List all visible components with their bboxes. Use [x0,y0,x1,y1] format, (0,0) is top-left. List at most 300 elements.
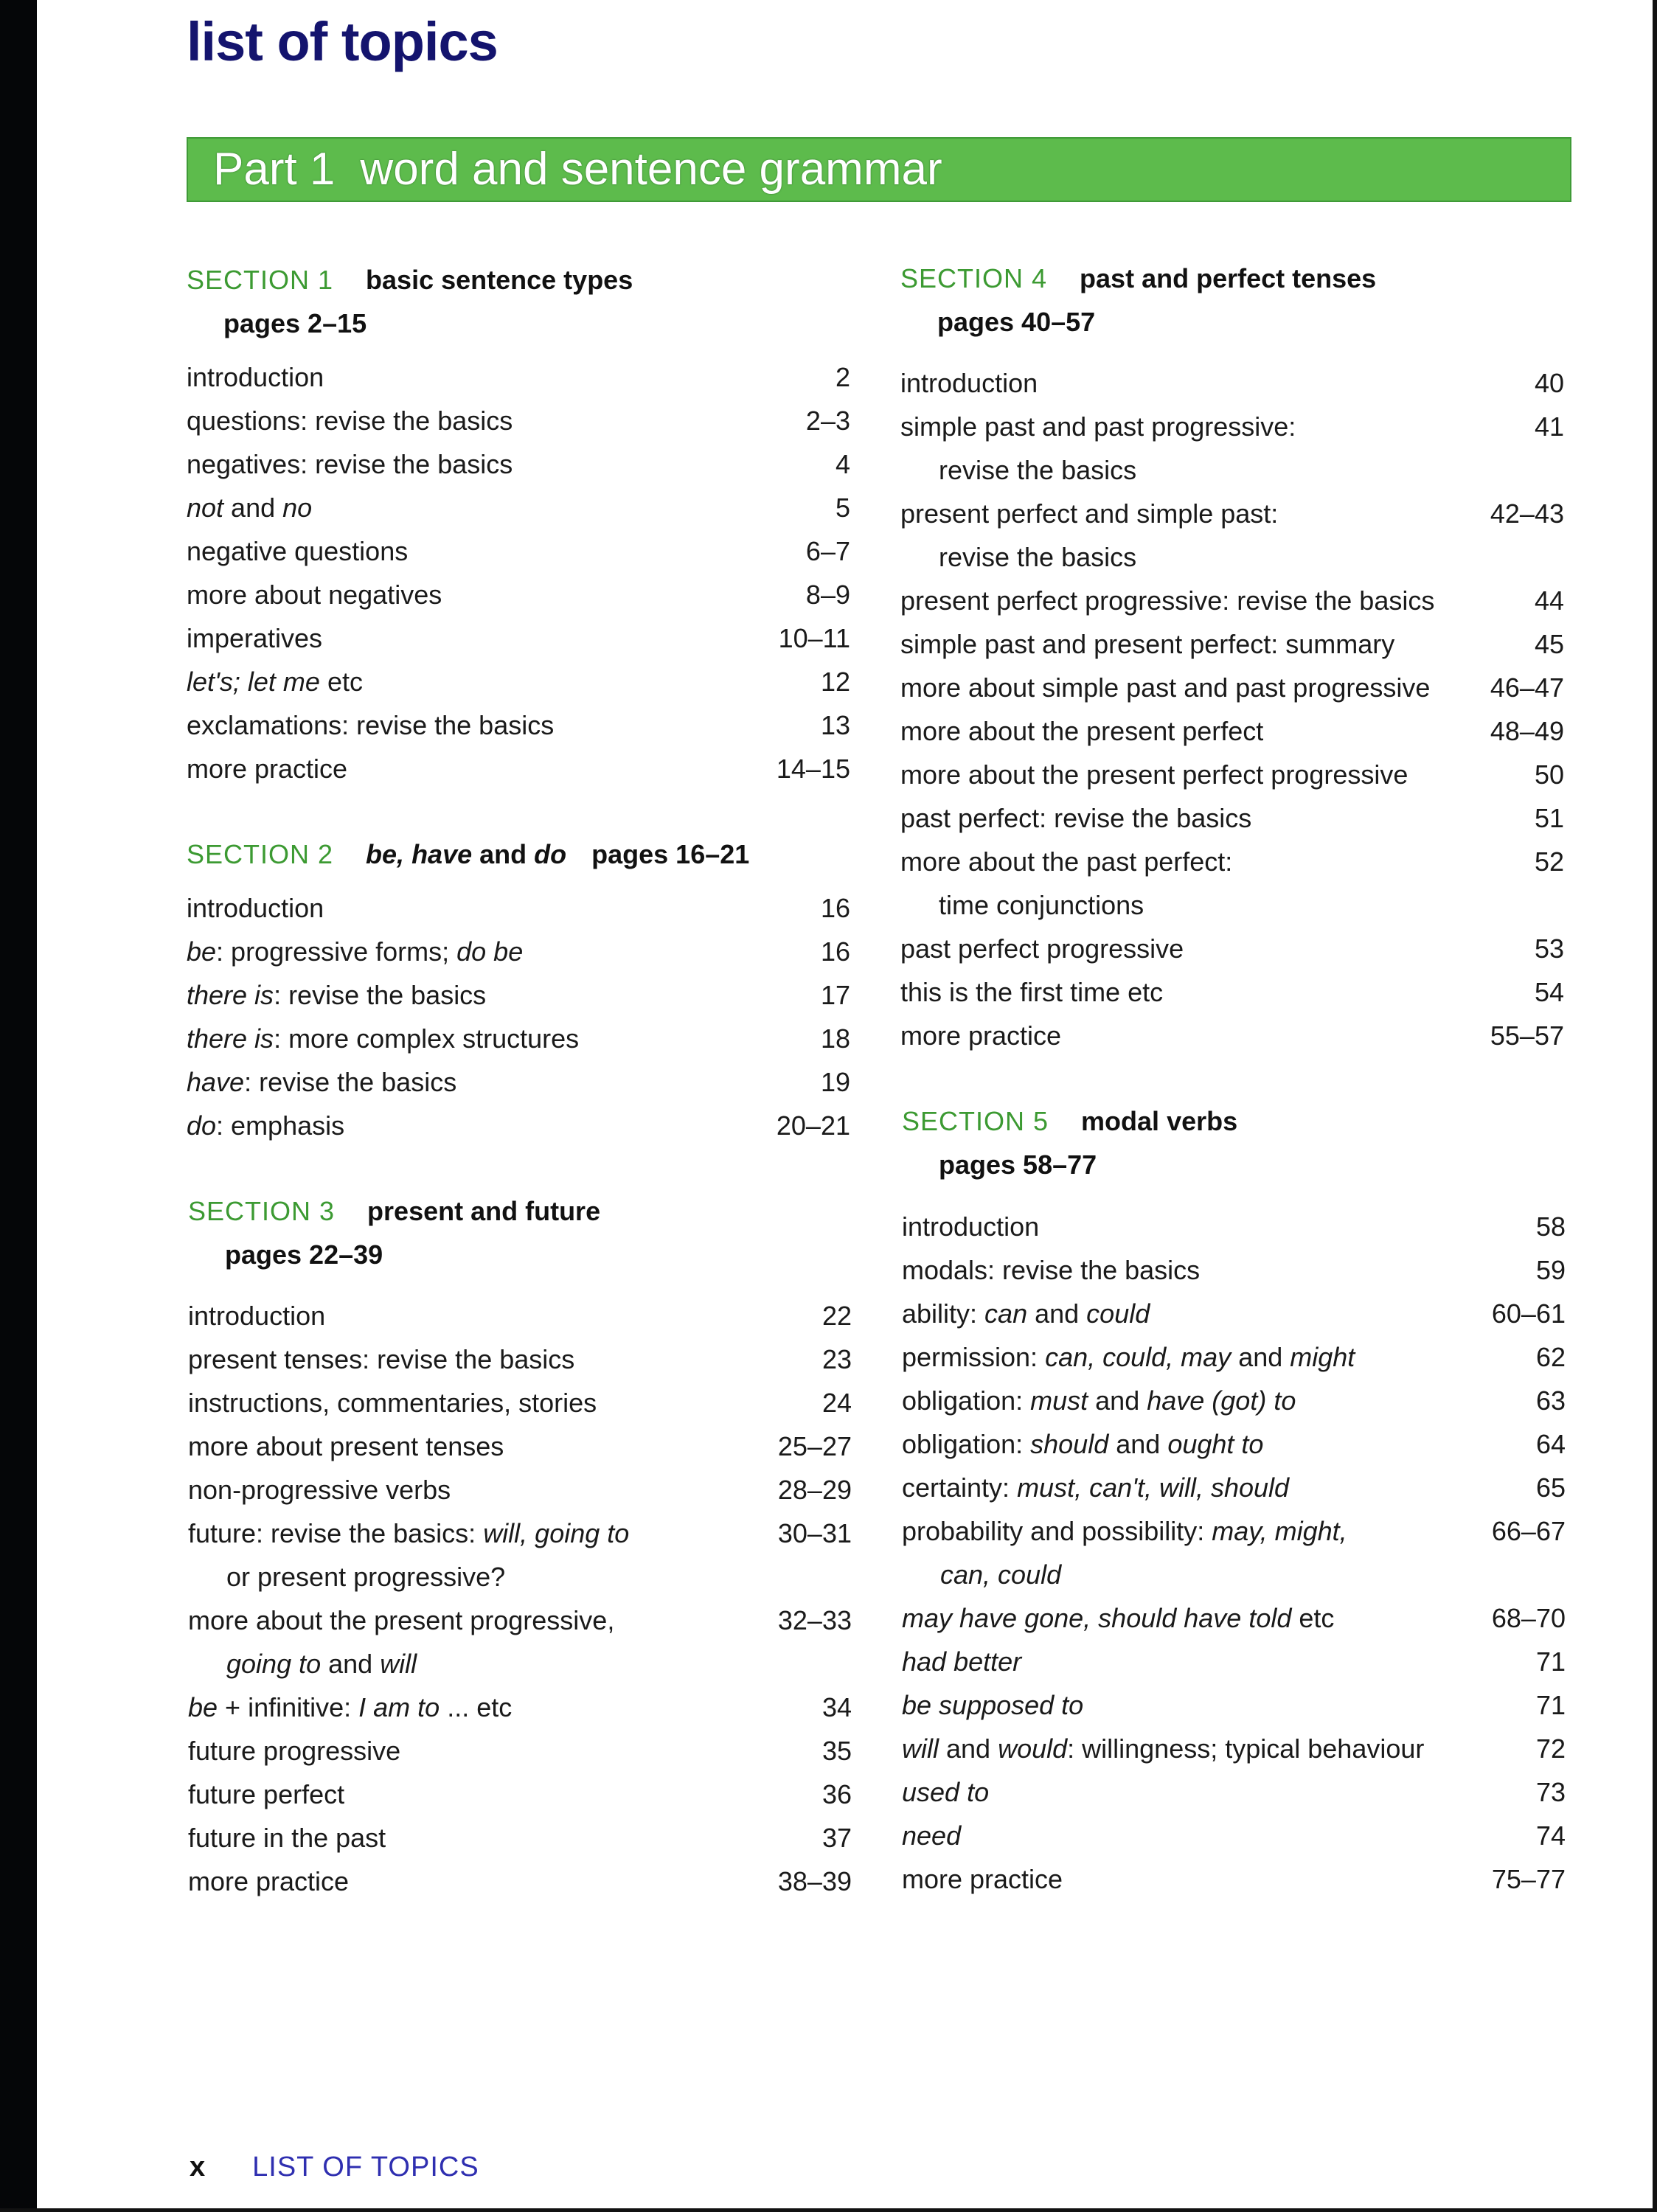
topic-entry [902,1422,1566,1466]
topic-page-number: 30–31 [777,1518,852,1548]
topic-entry [902,1248,1566,1292]
topic-entry [187,930,850,973]
topic-entry [902,1466,1566,1509]
topic-text [939,890,1144,920]
topic-text-part: and [1231,1342,1290,1372]
topic-entry [900,927,1564,970]
topic-text-part: do be [456,936,524,967]
topic-text-part: more about the past perfect: [900,846,1233,877]
topic-entry [188,1512,852,1555]
topic-text-part: : progressive forms; [216,936,457,967]
topic-list [902,1205,1566,1901]
topic-page-number: 38–39 [777,1866,852,1896]
topic-text-part: simple past and present perfect: summary [900,629,1395,659]
topic-text-part: : emphasis [216,1110,345,1141]
topic-text [226,1649,417,1679]
footer-page-number: x [190,2152,206,2183]
topic-text-part: more practice [900,1020,1062,1051]
section-header [188,1189,852,1276]
topic-page-number: 73 [1535,1777,1566,1807]
topic-entry [902,1640,1566,1683]
topic-list [900,361,1564,1057]
topic-entry [187,747,850,790]
topic-text [902,1777,989,1807]
topic-text [902,1646,1021,1677]
topic-text-part: should [1030,1429,1109,1459]
topic-entry [900,709,1564,753]
topic-text [188,1431,504,1461]
section-page-range: pages 40–57 [937,307,1096,337]
topic-page-number: 42–43 [1490,498,1564,529]
topic-text-part: may, might, [1212,1516,1347,1546]
topic-text-part: obligation: [902,1385,1031,1416]
topic-text [187,580,442,610]
section-title-part: basic sentence types [366,265,633,295]
section-label: SECTION 5 [902,1106,1049,1136]
topic-text-part: past perfect progressive [900,933,1184,964]
topic-entry [187,399,850,442]
topic-text-part: future progressive [188,1736,401,1766]
topic-text [902,1298,1150,1329]
section-title [1080,263,1376,293]
topic-entry [900,753,1564,796]
topic-text-part: imperatives [187,623,323,653]
topic-page-number: 16 [820,893,850,923]
topic-continuation [900,448,1564,492]
topic-page-number: 10–11 [778,623,850,653]
topic-text [187,1067,456,1097]
topic-text-part: probability and possibility: [902,1516,1212,1546]
topic-text [188,1605,614,1635]
topic-text-part: and [321,1649,381,1679]
scan-border-left [0,0,37,2212]
section-title-part: be, have [366,839,473,869]
topic-text-part: etc [1291,1603,1335,1633]
topic-text [187,1023,579,1054]
topic-page-number: 72 [1535,1733,1566,1764]
topic-entry [188,1729,852,1773]
topic-page-number: 44 [1534,585,1564,616]
toc-section [188,1189,852,1896]
topic-text [902,1864,1063,1894]
topic-text-part: etc [319,667,363,697]
topic-continuation [900,883,1564,927]
topic-text-part: : revise the basics [244,1067,457,1097]
topic-page-number: 36 [821,1779,852,1809]
topic-list [187,886,850,1147]
topic-text [902,1690,1083,1720]
topic-entry [188,1468,852,1512]
topic-entry [902,1857,1566,1901]
topic-entry [188,1294,852,1338]
topic-text-part: time conjunctions [939,890,1144,920]
topic-page-number: 13 [820,710,850,740]
topic-text [187,362,324,392]
topic-page-number: 37 [821,1823,852,1853]
topic-text [900,977,1163,1007]
topic-text-part: more practice [188,1866,350,1896]
topic-text-part: or present progressive? [226,1562,506,1592]
topic-text-part: I am to [358,1692,440,1722]
topic-text [188,1866,349,1896]
topic-text-part: and [1088,1385,1147,1416]
section-title [366,265,633,295]
topic-entry [188,1773,852,1816]
topic-page-number: 2–3 [805,406,850,436]
topic-text-part: : willingness; typical behaviour [1067,1733,1425,1764]
topic-page-number: 53 [1534,933,1564,964]
topic-entry [902,1292,1566,1335]
topic-text-part: more about the present perfect [900,716,1264,746]
topic-text-part: introduction [187,362,324,392]
topic-page-number: 19 [820,1067,850,1097]
topic-text [188,1736,400,1766]
topic-text-part: this is the first time etc [900,977,1164,1007]
topic-entry [188,1338,852,1381]
topic-text [902,1429,1263,1459]
topic-entry [900,796,1564,840]
topic-text-part: permission: [902,1342,1046,1372]
topic-text [900,803,1251,833]
topic-text-part: used to [902,1777,990,1807]
topic-page-number: 35 [821,1736,852,1766]
section-title-part: do [534,839,567,869]
topic-entry [902,1683,1566,1727]
topic-entry [902,1596,1566,1640]
topic-page-number: 51 [1534,803,1564,833]
topic-page-number: 28–29 [777,1475,852,1505]
topic-page-number: 17 [820,980,850,1010]
topic-text-part: introduction [902,1211,1040,1242]
topic-entry [187,660,850,703]
topic-text [188,1475,451,1505]
topic-text [902,1820,961,1851]
scan-border-bottom [0,2208,1657,2212]
topic-text-part: certainty: [902,1472,1018,1503]
topic-text-part: introduction [900,368,1038,398]
topic-entry [900,840,1564,883]
topic-text [902,1516,1347,1546]
topic-page-number: 14–15 [776,754,850,784]
topic-page-number: 4 [835,449,850,479]
topic-page-number: 65 [1535,1472,1566,1503]
toc-section [900,257,1564,1051]
toc-section [187,258,850,784]
topic-page-number: 8–9 [805,580,850,610]
topic-text-part: future in the past [188,1823,386,1853]
topic-text-part: exclamations: revise the basics [187,710,555,740]
topic-entry [187,442,850,486]
topic-text-part: + infinitive: [218,1692,359,1722]
topic-text-part: no [282,493,313,523]
topic-text-part: revise the basics [939,542,1137,572]
topic-text-part: must [1030,1385,1088,1416]
topic-text-part: could [1086,1298,1150,1329]
topic-text [188,1518,629,1548]
topic-text-part: need [902,1820,962,1851]
topic-text-part: ... etc [440,1692,513,1722]
section-title-part: modal verbs [1081,1106,1238,1136]
topic-page-number: 25–27 [777,1431,852,1461]
topic-text-part: be supposed to [902,1690,1084,1720]
topic-entry [188,1860,852,1903]
topic-text [900,368,1038,398]
topic-text-part: and [939,1733,998,1764]
topic-entry [900,970,1564,1014]
toc-section [902,1099,1566,1894]
topic-entry [902,1727,1566,1770]
section-page-range: pages 16–21 [591,839,750,869]
topic-text-part: have (got) to [1147,1385,1296,1416]
topic-text [900,846,1232,877]
topic-entry [902,1770,1566,1814]
topic-page-number: 22 [821,1301,852,1331]
topic-text-part: instructions, commentaries, stories [188,1388,597,1418]
topic-text [900,585,1434,616]
topic-text-part: more about present tenses [188,1431,504,1461]
topic-text-part: future: revise the basics: [188,1518,484,1548]
topic-page-number: 16 [820,936,850,967]
topic-text-part: introduction [188,1301,326,1331]
topic-page-number: 62 [1535,1342,1566,1372]
topic-text-part: not [187,493,224,523]
topic-text [187,710,554,740]
topic-page-number: 58 [1535,1211,1566,1242]
topic-text-part: have [187,1067,245,1097]
topic-text [187,536,408,566]
topic-text-part: : revise the basics [274,980,487,1010]
footer-title: LIST OF TOPICS [252,2152,479,2183]
topic-continuation [900,535,1564,579]
topic-page-number: 63 [1535,1385,1566,1416]
topic-text [188,1344,574,1374]
topic-entry [900,622,1564,666]
topic-text-part: may have gone, should have told [902,1603,1292,1633]
topic-entry [188,1599,852,1642]
topic-text-part: : more complex structures [274,1023,580,1054]
topic-entry [902,1509,1566,1553]
part-title: word and sentence grammar [360,144,942,195]
section-label: SECTION 3 [188,1196,336,1226]
topic-page-number: 68–70 [1491,1603,1566,1633]
topic-page-number: 18 [820,1023,850,1054]
topic-text-part: more about negatives [187,580,442,610]
topic-text-part: be [187,936,217,967]
topic-text-part: would [998,1733,1068,1764]
part-heading [213,143,942,195]
topic-text [187,936,523,967]
topic-text [902,1385,1296,1416]
topic-text [940,1559,1061,1590]
topic-text-part: past perfect: revise the basics [900,803,1252,833]
topic-page-number: 71 [1535,1646,1566,1677]
topic-text [188,1388,597,1418]
topic-entry [187,973,850,1017]
topic-text [188,1779,344,1809]
topic-page-number: 59 [1535,1255,1566,1285]
section-page-range: pages 22–39 [225,1239,383,1270]
section-label: SECTION 2 [187,839,334,869]
topic-text-part: and [1108,1429,1168,1459]
topic-page-number: 45 [1534,629,1564,659]
topic-entry [187,1104,850,1147]
topic-text-part: questions: revise the basics [187,406,513,436]
topic-page-number: 54 [1534,977,1564,1007]
topic-page-number: 48–49 [1490,716,1564,746]
section-header [187,258,850,345]
topic-entry [902,1814,1566,1857]
topic-entry [188,1686,852,1729]
topic-text-part: can, could, may [1045,1342,1232,1372]
topic-entry [188,1381,852,1425]
topic-text-part: will [902,1733,939,1764]
topic-text [939,455,1136,485]
topic-page-number: 20–21 [776,1110,850,1141]
topic-text [900,672,1430,703]
topic-text-part: will, going to [483,1518,630,1548]
topic-text-part: had better [902,1646,1022,1677]
topic-text [902,1603,1334,1633]
topic-text-part: present perfect progressive: revise the basics [900,585,1435,616]
topic-text-part: and [223,493,283,523]
topic-text-part: more practice [187,754,348,784]
topic-entry [187,1060,850,1104]
topic-text [187,667,363,697]
topic-text-part: there is [187,1023,274,1054]
section-title-part: past and perfect tenses [1080,263,1377,293]
topic-text-part: can [984,1298,1028,1329]
topic-continuation [902,1553,1566,1596]
topic-text-part: negative questions [187,536,409,566]
topic-list [187,355,850,790]
section-header [187,832,850,876]
topic-text [187,449,513,479]
topic-text [900,411,1296,442]
topic-text-part: obligation: [902,1429,1031,1459]
section-label: SECTION 1 [187,265,334,295]
topic-text [902,1255,1200,1285]
topic-text-part: might [1290,1342,1355,1372]
topic-text [900,1020,1061,1051]
topic-text-part: ability: [902,1298,985,1329]
topic-entry [188,1425,852,1468]
topic-entry [187,1017,850,1060]
topic-text-part: modals: revise the basics [902,1255,1201,1285]
section-title-part: and [472,839,535,869]
topic-entry [900,579,1564,622]
section-page-range: pages 58–77 [939,1150,1097,1180]
topic-text [187,623,322,653]
topic-text-part: let's; let me [187,667,320,697]
topic-text [902,1733,1424,1764]
topic-entry [187,886,850,930]
topic-entry [902,1335,1566,1379]
topic-text [187,980,486,1010]
topic-text-part: more practice [902,1864,1063,1894]
topic-page-number: 12 [820,667,850,697]
section-title [366,839,566,869]
topic-entry [902,1379,1566,1422]
page-title: list of topics [187,11,498,72]
topic-page-number: 40 [1534,368,1564,398]
topic-text-part: present tenses: revise the basics [188,1344,575,1374]
topic-text [902,1211,1039,1242]
topic-page-number: 46–47 [1490,672,1564,703]
topic-text-part: ought to [1167,1429,1264,1459]
topic-text [902,1472,1289,1503]
topic-continuation [188,1555,852,1599]
topic-text-part: simple past and past progressive: [900,411,1296,442]
topic-page-number: 23 [821,1344,852,1374]
section-title [1081,1106,1237,1136]
topic-text-part: non-progressive verbs [188,1475,451,1505]
topic-text-part: future perfect [188,1779,345,1809]
topic-text-part: more about the present progressive, [188,1605,615,1635]
topic-text [939,542,1136,572]
topic-entry [187,703,850,747]
topic-page-number: 5 [835,493,850,523]
section-label: SECTION 4 [900,263,1048,293]
topic-page-number: 34 [821,1692,852,1722]
topic-page-number: 6–7 [805,536,850,566]
topic-text [902,1342,1355,1372]
topic-entry [187,355,850,399]
topic-list [188,1294,852,1903]
topic-text-part: can, could [940,1559,1062,1590]
topic-text-part: introduction [187,893,324,923]
topic-continuation [188,1642,852,1686]
topic-text-part: and [1027,1298,1087,1329]
topic-text [900,629,1394,659]
topic-entry [187,616,850,660]
topic-text [226,1562,505,1592]
topic-page-number: 24 [821,1388,852,1418]
topic-text-part: revise the basics [939,455,1137,485]
topic-text-part: going to [226,1649,322,1679]
scan-border-right [1653,0,1657,2212]
topic-text-part: be [188,1692,218,1722]
topic-page-number: 52 [1534,846,1564,877]
topic-page-number: 55–57 [1490,1020,1564,1051]
topic-entry [187,486,850,529]
topic-entry [188,1816,852,1860]
topic-text [187,493,312,523]
topic-entry [187,573,850,616]
topic-text [900,759,1408,790]
topic-page-number: 71 [1535,1690,1566,1720]
topic-entry [900,405,1564,448]
topic-entry [900,492,1564,535]
page-footer [190,2152,479,2183]
section-header [902,1099,1566,1186]
section-title [367,1196,600,1226]
topic-text [187,406,513,436]
part-number: Part 1 [213,144,336,195]
topic-text-part: present perfect and simple past: [900,498,1279,529]
topic-entry [900,666,1564,709]
topic-entry [187,529,850,573]
topic-text-part: there is [187,980,274,1010]
topic-page-number: 74 [1535,1820,1566,1851]
topic-text [900,716,1263,746]
topic-text-part: more about simple past and past progressive [900,672,1431,703]
topic-entry [900,361,1564,405]
topic-text-part: more about the present perfect progressive [900,759,1408,790]
section-title-part: present and future [367,1196,601,1226]
toc-section [187,832,850,1141]
topic-text [187,754,347,784]
topic-text [188,1823,386,1853]
